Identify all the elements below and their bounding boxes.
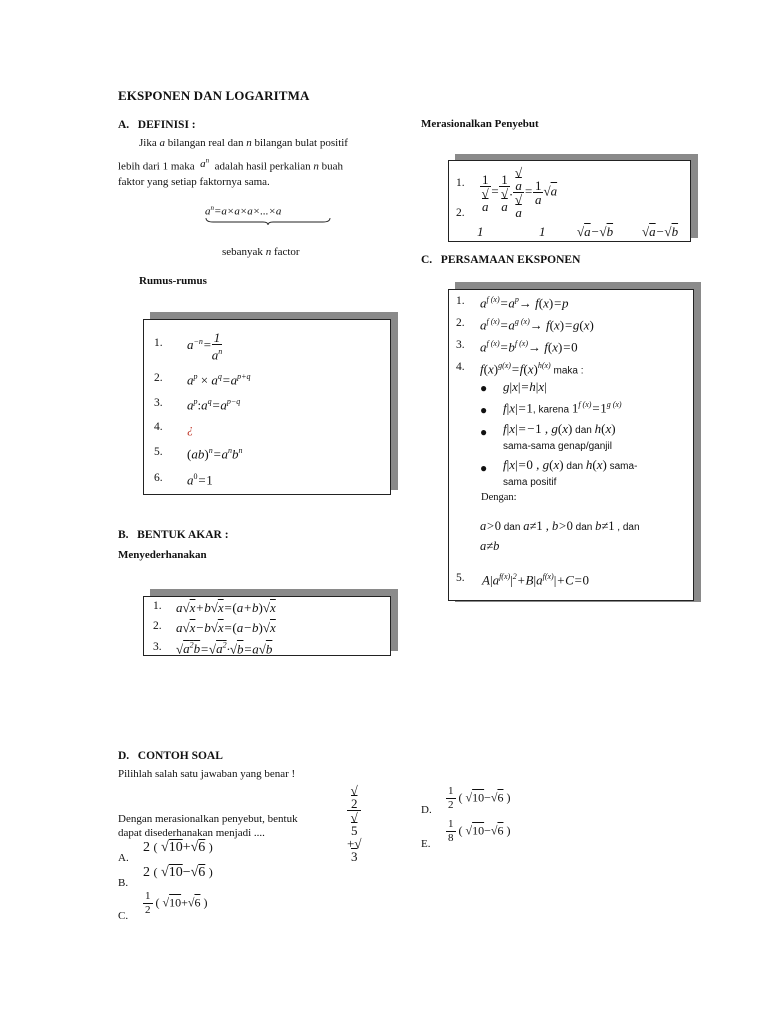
- option-c-letter[interactable]: C.: [118, 910, 129, 922]
- definition-line-1: Jika a bilangan real dan n bilangan bulat positif: [139, 137, 348, 149]
- option-e-expression[interactable]: $\frac{1}{8}$ ( √10−√6 ): [448, 818, 511, 844]
- akar-box: 1. a√x+b√x=(a+b)√x 2. a√x−b√x=(a−b)√x 3. $√a^2b=√a^2\cdot√b=a√b$: [143, 596, 391, 656]
- option-d-letter[interactable]: D.: [421, 804, 432, 816]
- bullet-icon: ●: [480, 425, 488, 439]
- section-b-heading: B. BENTUK AKAR :: [118, 529, 229, 541]
- rumus-box: 1. $a^{-n}=$ $\frac{1}{a^n}$ 2. $a^p \times a^q=a^{p+q}$ 3. $a^p:a^q=a^{p-q}$ 4. ¿ 5. $(ab)^n=a^nb^n$ 6. $a^0=1$: [143, 319, 391, 495]
- condition-bullet-3-cont: sama-sama genap/ganjil: [503, 441, 612, 452]
- definition-line-2: lebih dari 1 maka $a^n$ adalah hasil perkalian n buah: [118, 156, 343, 173]
- underbrace: [205, 217, 331, 225]
- bullet-icon: ●: [480, 381, 488, 395]
- option-d-expression[interactable]: $\frac{1}{2}$ ( √10−√6 ): [448, 785, 511, 811]
- dengan-label: Dengan:: [481, 492, 517, 503]
- power-product: $a^n=a\times a\times a\times...\times a$: [205, 204, 282, 218]
- rasional-box: 1. 1 √ a = 1 √ a . √ a √ a = $\frac{1}{a}$ √a 2. 1 1 √a−√b √a−√b: [448, 160, 691, 242]
- option-b-expression[interactable]: 2 ( √10−√6 ): [143, 865, 213, 880]
- section-b-subheading: Menyederhanakan: [118, 549, 207, 561]
- document-title: EKSPONEN DAN LOGARITMA: [118, 88, 310, 103]
- section-a-heading: A. DEFINISI :: [118, 119, 196, 131]
- option-a-letter[interactable]: A.: [118, 852, 129, 864]
- rumus-label: Rumus-rumus: [139, 275, 207, 287]
- condition-bullet-4-cont: sama positif: [503, 477, 557, 488]
- option-b-letter[interactable]: B.: [118, 877, 129, 889]
- question-expression: √ 2 √ 5 +√ 3: [347, 783, 362, 864]
- bullet-icon: ●: [480, 403, 488, 417]
- section-c-heading: C. PERSAMAAN EKSPONEN: [421, 254, 581, 266]
- instruction: Pilihlah salah satu jawaban yang benar !: [118, 768, 296, 780]
- option-e-letter[interactable]: E.: [421, 838, 431, 850]
- product-caption: sebanyak n factor: [222, 246, 300, 258]
- bullet-icon: ●: [480, 461, 488, 475]
- option-c-expression[interactable]: $\frac{1}{2}$ ( √10+√6 ): [145, 890, 208, 916]
- option-a-expression[interactable]: 2 ( √10+√6 ): [143, 840, 213, 855]
- question-line-1: Dengan merasionalkan penyebut, bentuk: [118, 813, 298, 825]
- section-d-heading: D. CONTOH SOAL: [118, 750, 223, 762]
- question-line-2: dapat disederhanakan menjadi ....: [118, 827, 265, 839]
- rasional-heading: Merasionalkan Penyebut: [421, 118, 539, 130]
- persamaan-box: 1. $a^{f (x)}=a^p\to f(x)=p$ 2. $a^{f (x)}=a^{g (x)}\to f(x)=g(x)$ 3. $a^{f (x)}=b^{f (x)}\to f(x)=0$ 4. $f(x)^{g(x)}=f(x)^{h(x)}$ maka : ● g|x|=h|x| ● f|x|=1, karena $1^{f (x)}=1^{g (x)}$ ● f|x|=−1 , g(x) dan h(x) sama-sama genap/ganjil ● f|x|=0 , g(x) dan h(x) sama- sama positif Dengan: a>0 dan a≠1 , b>0 dan b≠1 , dan a≠b 5. $A|a^{f(x)}|^2+B|a^{f(x)}|+C=0$: [448, 289, 694, 601]
- definition-line-3: faktor yang setiap faktornya sama.: [118, 176, 270, 188]
